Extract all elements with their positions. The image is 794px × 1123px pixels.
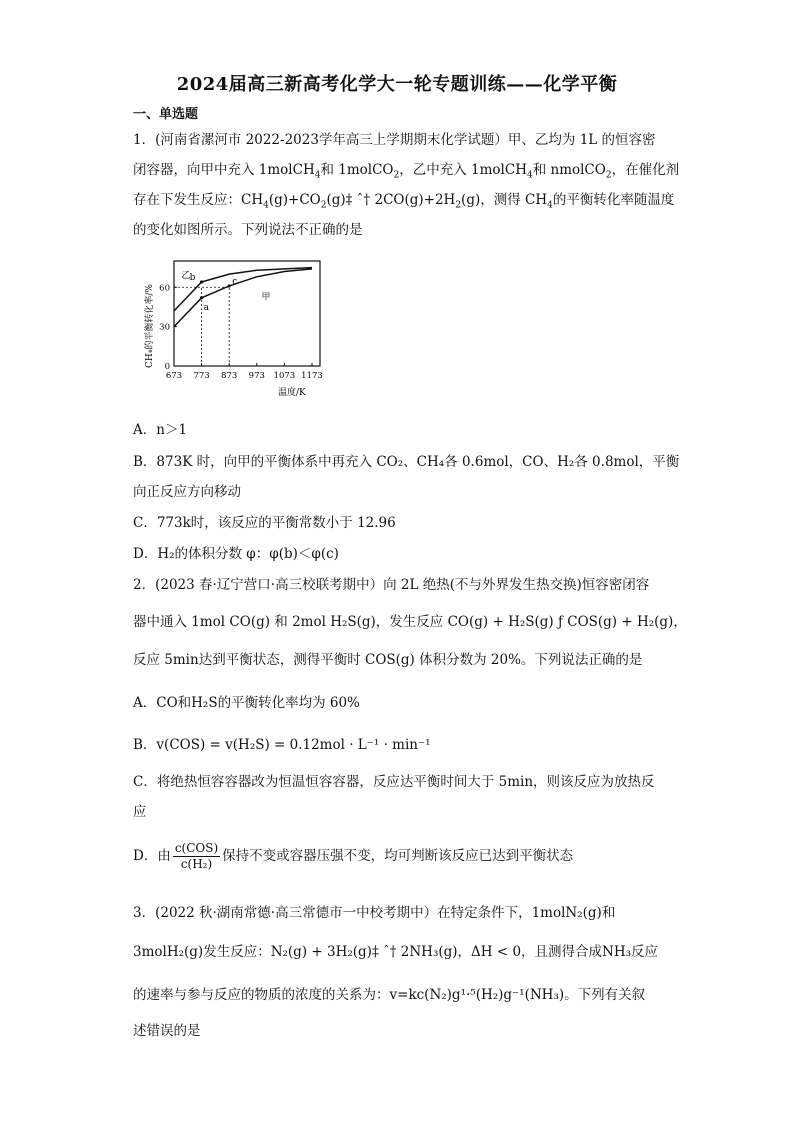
point-label-a: a bbox=[203, 302, 209, 313]
q1-stem-line1: 1．(河南省漯河市 2022-2023学年高三上学期期末化学试题）甲、乙均为 1L 的恒容密 bbox=[133, 132, 656, 148]
q2-option-c-line1[interactable]: C．将绝热恒容容器改为恒温恒容容器，反应达平衡时间大于 5min，则该反应为放热反 bbox=[133, 774, 655, 790]
q2-stem-line2: 器中通入 1mol CO(g) 和 2mol H₂S(g)，发生反应 CO(g) + H₂S(g) ƒ COS(g) + H₂(g)， bbox=[133, 614, 687, 630]
q1-option-d[interactable]: D．H₂的体积分数 φ：φ(b)＜φ(c) bbox=[133, 546, 339, 562]
q1-chart bbox=[140, 253, 330, 403]
q1-stem-line4: 的变化如图所示。下列说法不正确的是 bbox=[133, 222, 363, 238]
y-tick-label: 30 bbox=[159, 322, 170, 333]
q2-stem-line3: 反应 5min达到平衡状态，测得平衡时 COS(g) 体积分数为 20%。下列说法正确的是 bbox=[133, 652, 643, 668]
q1-option-c[interactable]: C．773k时，该反应的平衡常数小于 12.96 bbox=[133, 515, 396, 531]
y-tick-label: 60 bbox=[159, 283, 170, 294]
x-axis-label: 温度/K bbox=[278, 388, 306, 398]
q2-option-d[interactable]: D．由 $\frac{\text{c(COS)}}{\text{c(H₂)}}$ 保持不变或容器压强不变，均可判断该反应已达到平衡状态 bbox=[133, 841, 574, 871]
q2-stem-line1: 2．(2023 春·辽宁营口·高三校联考期中）向 2L 绝热(不与外界发生热交换)恒容密闭容 bbox=[133, 577, 650, 593]
point-b bbox=[200, 280, 203, 283]
point-label-b: b bbox=[189, 273, 196, 283]
x-tick-label: 873 bbox=[221, 371, 238, 381]
y-tick-label: 0 bbox=[164, 362, 170, 372]
q3-stem-line3: 的速率与参与反应的物质的浓度的关系为：v=kc(N₂)g¹·⁵(H₂)g⁻¹(NH₃)。下列有关叙 bbox=[133, 987, 646, 1003]
q1-option-b-line2[interactable]: 向正反应方向移动 bbox=[133, 484, 241, 500]
chart-frame bbox=[174, 261, 320, 366]
q1-option-a[interactable]: A．n＞1 bbox=[133, 422, 188, 438]
q1-stem-line3: 存在下发生反应：$CH_4(g)+CO_2(g)\ddagger$ ˆ† $2CO(g)+2H_2(g)$，测得 $CH_4$的平衡转化率随温度 bbox=[133, 192, 675, 211]
x-tick-label: 973 bbox=[248, 371, 265, 381]
q3-stem-line4: 述错误的是 bbox=[133, 1023, 201, 1039]
x-tick-label: 1073 bbox=[273, 371, 296, 381]
point-label-c: c bbox=[232, 276, 238, 287]
q1-stem-line2: 闭容器，向甲中充入 1molCH$_4$和 1molCO$_2$，乙中充入 1molCH$_4$和 nmolCO$_2$，在催化剂 bbox=[133, 162, 680, 181]
q2-option-a[interactable]: A．CO和H₂S的平衡转化率均为 60% bbox=[133, 695, 360, 711]
q3-stem-line2: 3molH₂(g)发生反应：N₂(g) + 3H₂(g)‡ ˆ† 2NH₃(g)，ΔH < 0，且测得合成NH₃反应 bbox=[133, 944, 659, 960]
section-heading: 一、单选题 bbox=[133, 107, 199, 122]
point-a bbox=[200, 296, 203, 299]
series-label-乙: 乙 bbox=[181, 271, 191, 281]
x-tick-label: 773 bbox=[193, 371, 210, 381]
point-c bbox=[228, 284, 231, 287]
page-title: 2024届高三新高考化学大一轮专题训练——化学平衡 bbox=[176, 74, 618, 95]
q2-option-b[interactable]: B．v(COS) = v(H₂S) = 0.12mol · L⁻¹ · min⁻¹ bbox=[133, 737, 431, 753]
q3-stem-line1: 3．(2022 秋·湖南常德·高三常德市一中校考期中）在特定条件下，1molN₂(g)和 bbox=[133, 905, 616, 921]
x-tick-label: 1173 bbox=[301, 371, 323, 381]
x-tick-label: 673 bbox=[165, 371, 183, 381]
q2-option-c-line2[interactable]: 应 bbox=[133, 804, 147, 820]
q1-option-b-line1[interactable]: B．873K 时，向甲的平衡体系中再充入 CO₂、CH₄各 0.6mol，CO、H₂各 0.8mol，平衡 bbox=[133, 454, 680, 470]
fraction: $\frac{\text{c(COS)}}{\text{c(H₂)}}$ bbox=[174, 841, 219, 871]
y-axis-label: CH₄的平衡转化率/% bbox=[145, 284, 155, 368]
series-label-甲: 甲 bbox=[261, 292, 271, 303]
